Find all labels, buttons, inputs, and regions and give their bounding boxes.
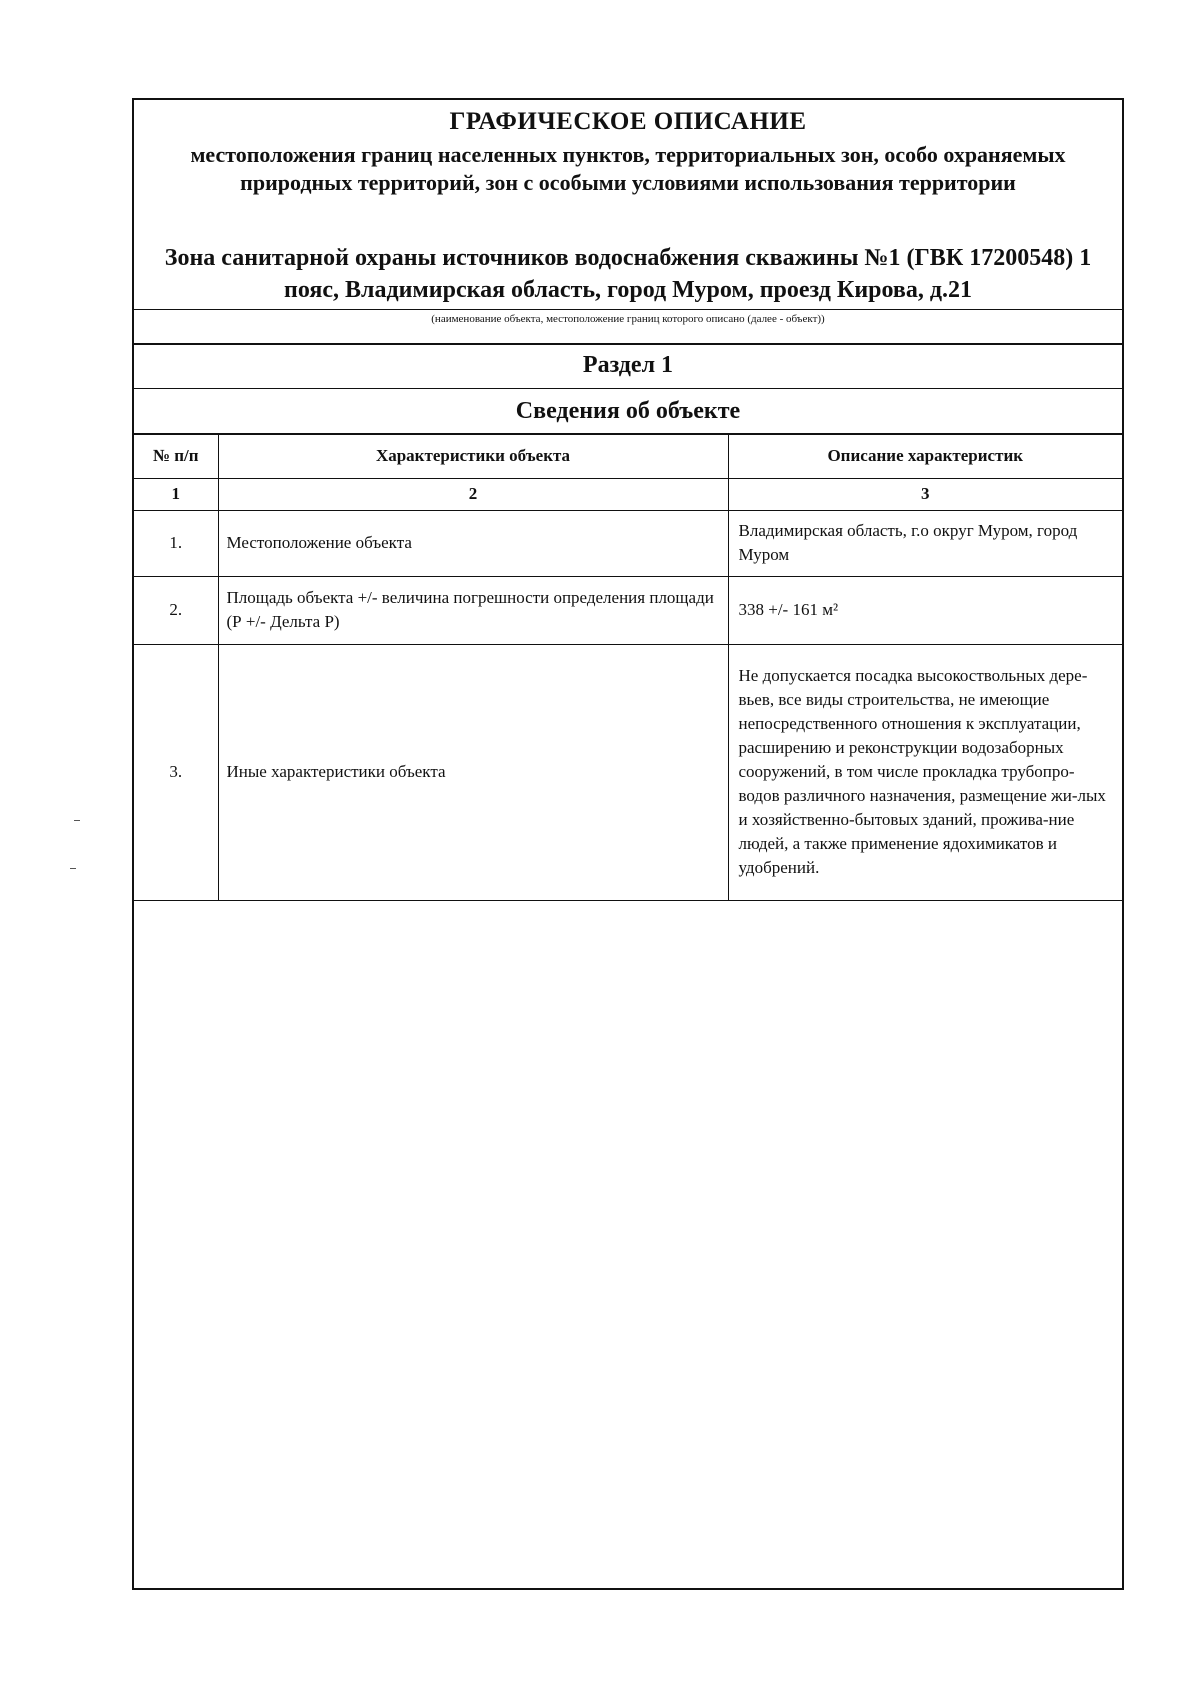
row-number: 2. — [134, 576, 218, 644]
object-name: Зона санитарной охраны источников водоснабжения скважины №1 (ГВК 17200548) 1 пояс, Владимирская область, город Муром, проезд Кирова, д.21 — [164, 245, 1092, 303]
table-row — [134, 510, 1122, 576]
header-num: № п/п — [134, 434, 218, 478]
document-subtitle: местоположения границ населенных пунктов, территориальных зон, особо охраняемых природных территорий, зон с особыми условиями использования территории — [190, 142, 1066, 195]
document-frame — [132, 98, 1124, 1590]
header-description: Описание характеристик — [728, 434, 1122, 478]
row-number: 3. — [134, 644, 218, 900]
divider — [134, 343, 1122, 345]
row-characteristic: Иные характеристики объекта — [218, 644, 728, 900]
section-label: Раздел 1 — [582, 352, 674, 378]
column-number: 1 — [134, 478, 218, 510]
divider — [134, 309, 1122, 310]
divider — [134, 388, 1122, 389]
row-number: 1. — [134, 510, 218, 576]
row-description: Владимирская область, г.о округ Муром, город Муром — [728, 510, 1122, 576]
scan-artifact-mark — [74, 820, 80, 821]
column-number: 3 — [728, 478, 1122, 510]
table-header-row — [134, 434, 1122, 478]
section-heading: Сведения об объекте — [515, 398, 741, 424]
scan-artifact-mark — [70, 868, 76, 869]
object-name-caption: (наименование объекта, местоположение границ которого описано (далее - объект)) — [431, 313, 825, 325]
object-info-table — [134, 433, 1122, 901]
header-characteristic: Характеристики объекта — [218, 434, 728, 478]
row-characteristic: Площадь объекта +/- величина погрешности определения площади (Р +/- Дельта Р) — [218, 576, 728, 644]
column-number: 2 — [218, 478, 728, 510]
title-block — [134, 100, 1122, 310]
document-title: ГРАФИЧЕСКОЕ ОПИСАНИЕ — [449, 108, 807, 135]
row-description: Не допускается посадка высокоствольных дере-вьев, все виды строительства, не имеющие непосредственного отношения к эксплуатации, расширению и реконструкции водозаборных сооружений, в том числе прокладка трубопро-водов различного назначения, размещение жи-лых и хозяйственно-бытовых зданий, прожива-ние людей, а также применение ядохимикатов и удобрений. — [728, 644, 1122, 900]
table-row — [134, 644, 1122, 900]
column-number-row — [134, 478, 1122, 510]
row-characteristic: Местоположение объекта — [218, 510, 728, 576]
table-row — [134, 576, 1122, 644]
row-description: 338 +/- 161 м² — [728, 576, 1122, 644]
